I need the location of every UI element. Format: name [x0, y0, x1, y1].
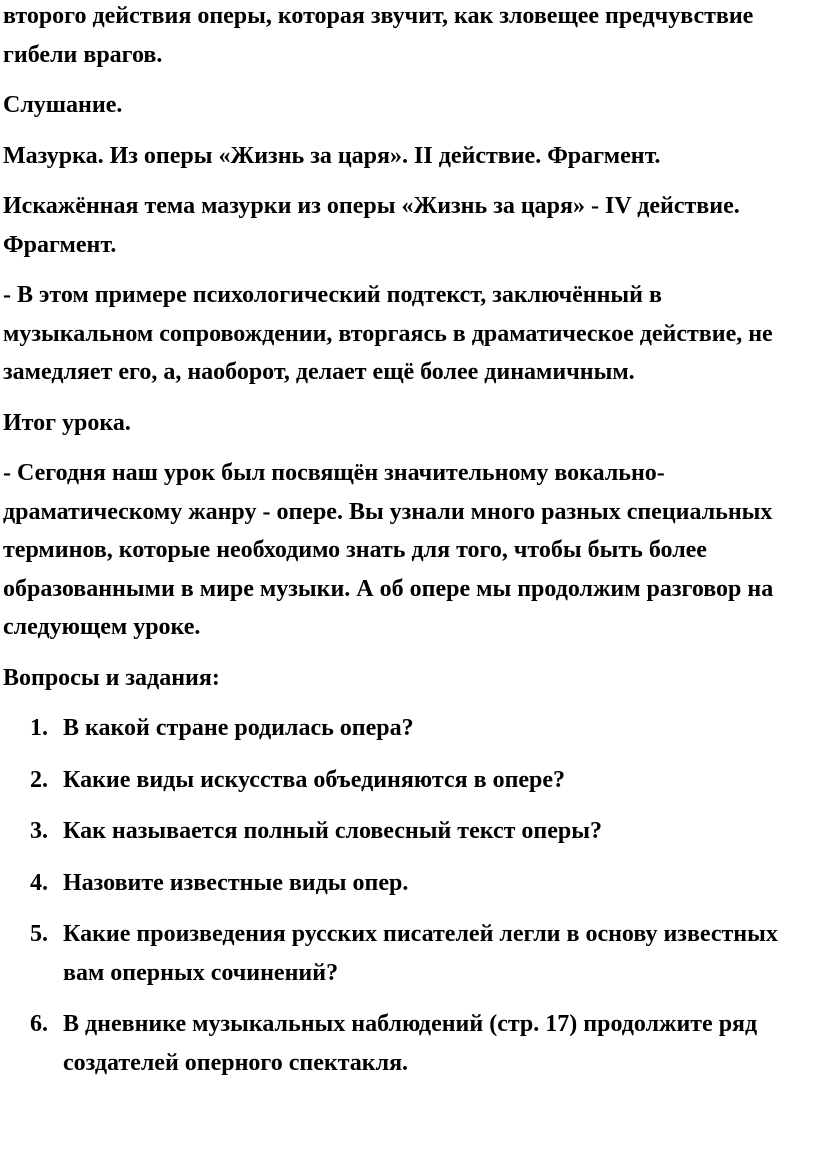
paragraph-lesson-summary: - Сегодня наш урок был посвящён значительному вокально-драматическому жанру - опере. Вы узнали много разных специальных терминов, которые необходимо знать для того, чтобы быть более образованными в мире музыки. А об опере мы продолжим разговор на следующем уроке.	[3, 460, 774, 640]
list-item	[3, 915, 786, 992]
list-item-number: 4.	[30, 869, 48, 896]
list-item	[3, 761, 786, 800]
list-item-number: 6.	[30, 1011, 48, 1037]
list-item	[3, 1005, 786, 1082]
list-item-text: В какой стране родилась опера?	[63, 715, 414, 741]
heading-lesson-summary: Итог урока.	[3, 409, 131, 436]
paragraph-opera-act-two: второго действия оперы, которая звучит, как зловещее предчувствие гибели врагов.	[3, 3, 754, 68]
list-item-text: Какие виды искусства объединяются в опере?	[63, 766, 566, 793]
list-item-text: Как называется полный словесный текст оперы?	[63, 818, 602, 844]
heading-questions: Вопросы и задания:	[3, 664, 220, 691]
questions-list	[3, 709, 786, 1082]
paragraph-psychological-subtext: - В этом примере психологический подтекст, заключённый в музыкальном сопровождении, вторгаясь в драматическое действие, не замедляет его, а, наоборот, делает ещё более динамичным.	[3, 282, 773, 385]
list-item-number: 2.	[30, 766, 48, 793]
list-item-text: Какие произведения русских писателей легли в основу известных вам оперных сочинений?	[63, 921, 778, 986]
list-item-text: Назовите известные виды опер.	[63, 869, 409, 896]
paragraph-mazurka: Мазурка. Из оперы «Жизнь за царя». II действие. Фрагмент.	[3, 142, 661, 169]
list-item-number: 5.	[30, 921, 48, 947]
list-item-text: В дневнике музыкальных наблюдений (стр. 17) продолжите ряд создателей оперного спектакля.	[63, 1011, 758, 1076]
heading-listening: Слушание.	[3, 92, 123, 118]
list-item	[3, 709, 786, 748]
list-item-number: 1.	[30, 715, 48, 741]
paragraph-distorted-mazurka: Искажённая тема мазурки из оперы «Жизнь за царя» - IV действие. Фрагмент.	[3, 193, 740, 258]
list-item	[3, 864, 786, 903]
list-item	[3, 812, 786, 851]
list-item-number: 3.	[30, 818, 48, 844]
